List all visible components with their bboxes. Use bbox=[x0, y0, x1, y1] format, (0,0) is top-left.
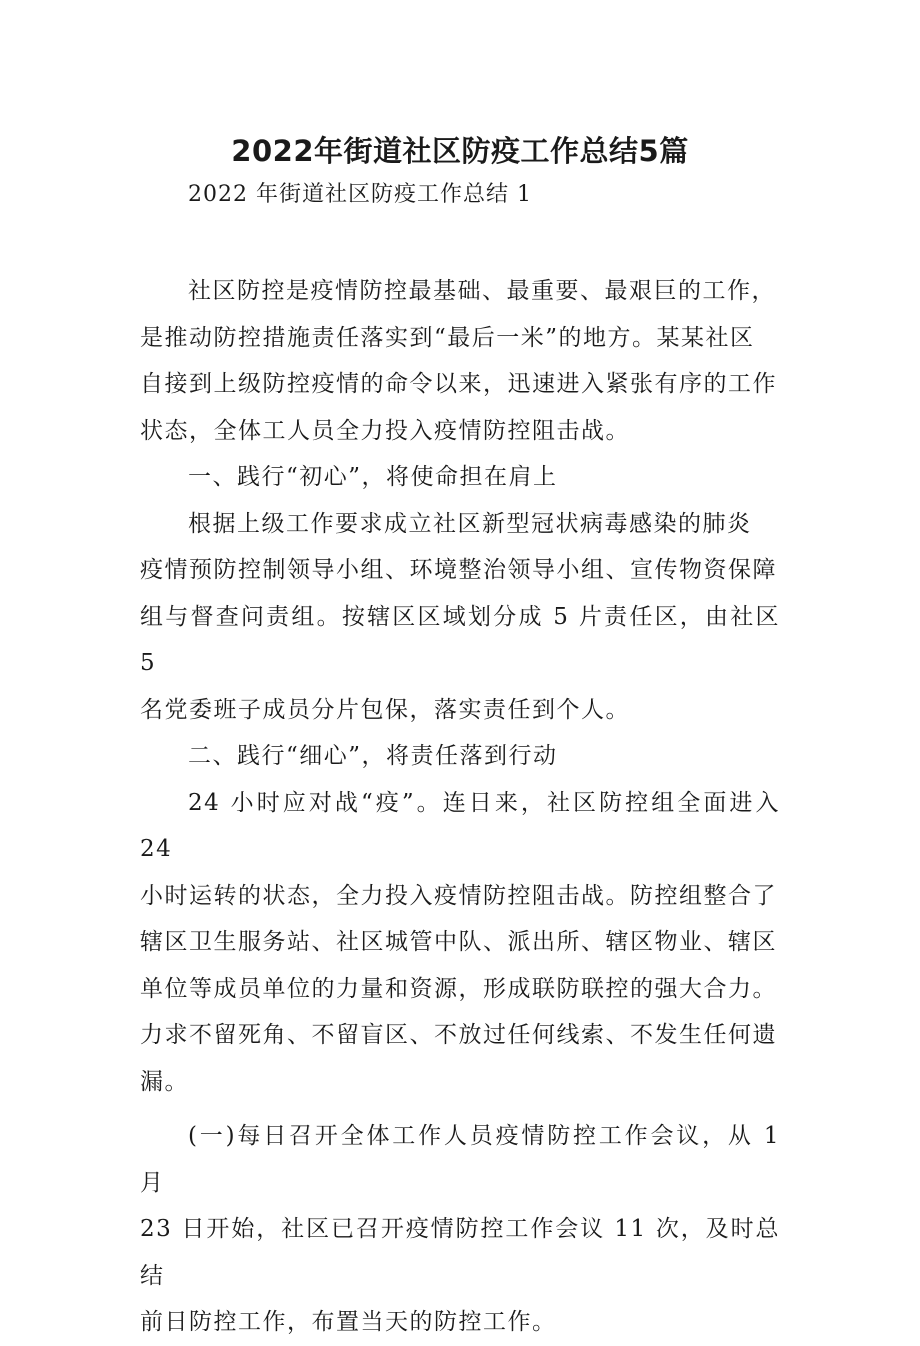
paragraph-section-1: 根据上级工作要求成立社区新型冠状病毒感染的肺炎 疫情预防控制领导小组、环境整治领导小组、宣传物资保障 组与督查问责组。按辖区区域划分成 5 片责任区，由社区 5 名党委班子成员分片包保，落实责任到个人。 bbox=[140, 510, 780, 723]
paragraph-intro: 社区防控是疫情防控最基础、最重要、最艰巨的工作， 是推动防控措施责任落实到“最后一米”的地方。某某社区 自接到上级防控疫情的命令以来，迅速进入紧张有序的工作 状态，全体工人员全力投入疫情防控阻击战。 bbox=[140, 278, 777, 444]
section-heading-1: 一、践行“初心”，将使命担在肩上 bbox=[188, 464, 558, 490]
document-body bbox=[140, 268, 780, 1346]
document-subtitle: 2022 年街道社区防疫工作总结 1 bbox=[188, 182, 532, 207]
paragraph-item-1: (一)每日召开全体工作人员疫情防控工作会议，从 1 月 23 日开始，社区已召开疫情防控工作会议 11 次，及时总结 前日防控工作，布置当天的防控工作。 bbox=[140, 1123, 780, 1335]
section-heading-2: 二、践行“细心”，将责任落到行动 bbox=[188, 743, 558, 769]
document-title: 2022年街道社区防疫工作总结5篇 bbox=[231, 134, 689, 169]
paragraph-section-2: 24 小时应对战“疫”。连日来，社区防控组全面进入 24 小时运转的状态，全力投入疫情防控阻击战。防控组整合了 辖区卫生服务站、社区城管中队、派出所、辖区物业、辖区 单位等成员单位的力量和资源，形成联防联控的强大合力。 力求不留死角、不留盲区、不放过任何线索、不发生任何遗 漏。 bbox=[140, 789, 780, 1095]
